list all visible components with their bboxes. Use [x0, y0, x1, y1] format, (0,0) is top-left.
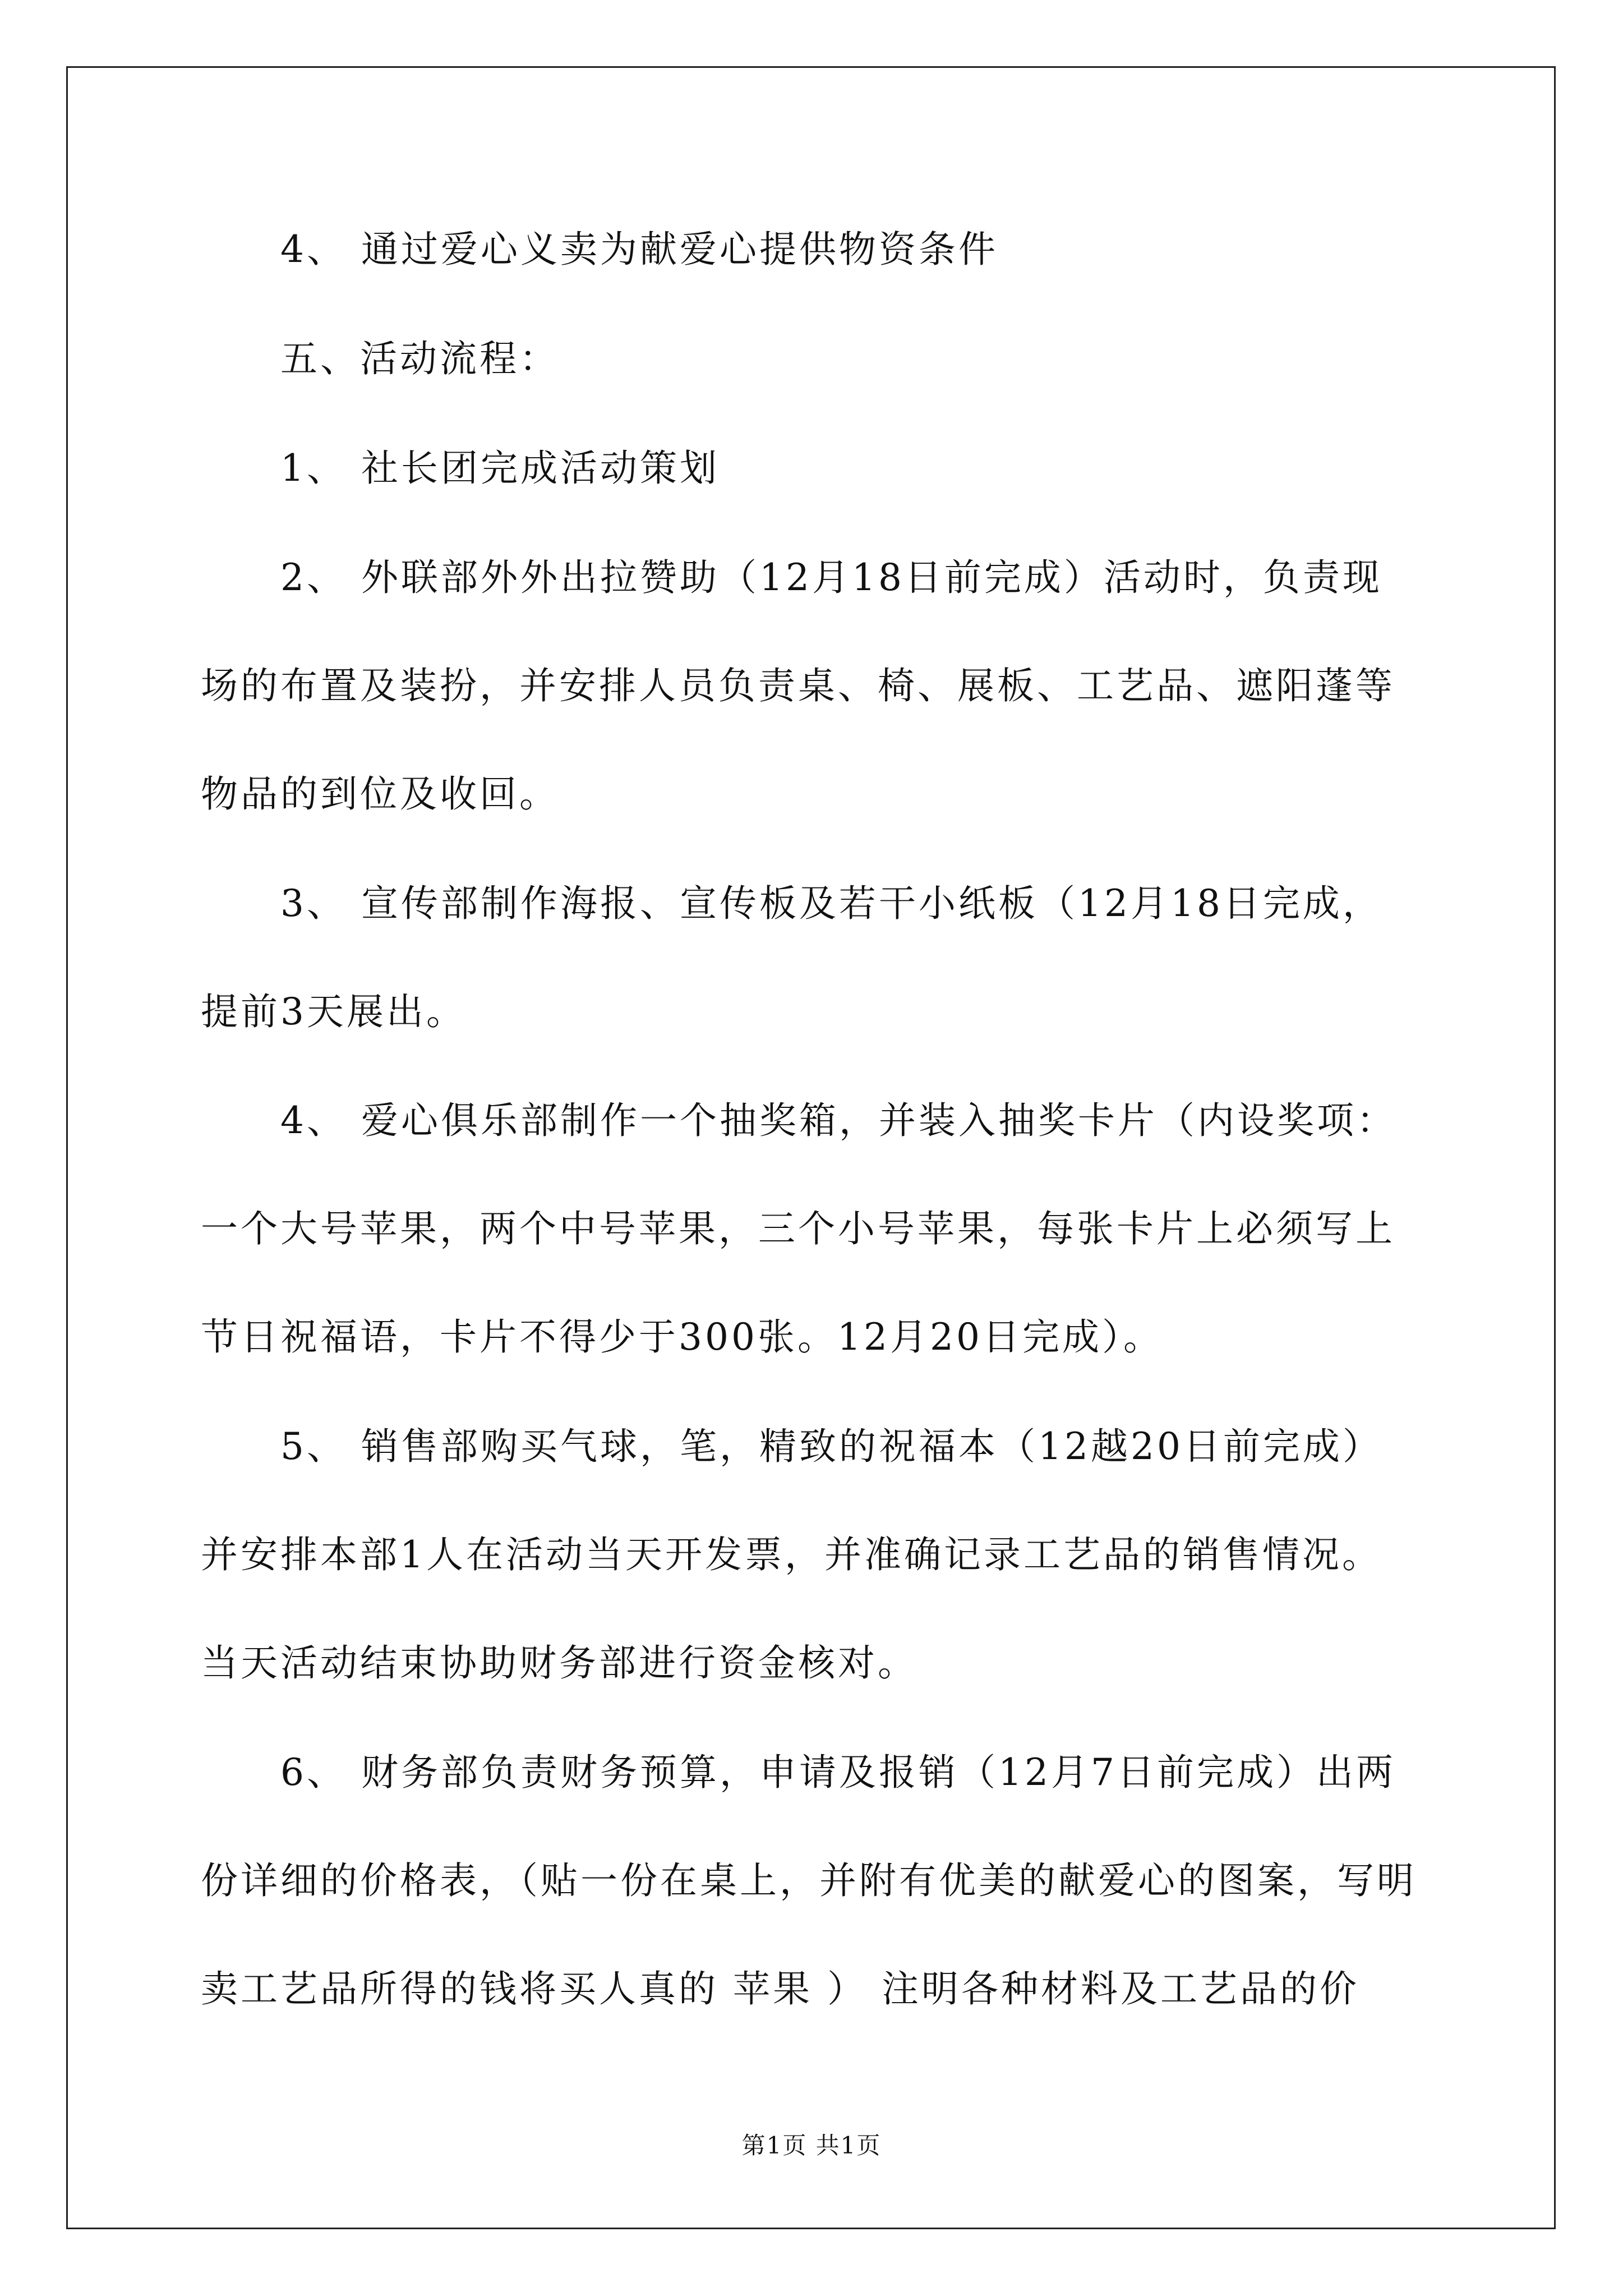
text-line-8: 提前3天展出。 [201, 990, 466, 1033]
text-line-15: 6、 财务部负责财务预算，申请及报销（12月7日前完成）出两 [280, 1751, 1396, 1794]
text-line-7: 3、 宣传部制作海报、宣传板及若干小纸板（12月18日完成， [280, 882, 1382, 925]
text-line-12: 5、 销售部购买气球，笔，精致的祝福本（12越20日前完成） [280, 1425, 1382, 1468]
text-line-16: 份详细的价格表，（贴一份在桌上，并附有优美的献爱心的图案，写明 [201, 1859, 1417, 1902]
text-line-13: 并安排本部1人在活动当天开发票，并准确记录工艺品的销售情况。 [201, 1533, 1382, 1576]
text-line-2: 五、活动流程： [280, 337, 559, 380]
text-line-6: 物品的到位及收回。 [201, 772, 559, 816]
text-line-14: 当天活动结束协助财务部进行资金核对。 [201, 1641, 917, 1685]
text-line-10: 一个大号苹果，两个中号苹果，三个小号苹果，每张卡片上必须写上 [201, 1207, 1395, 1250]
text-line-1: 4、 通过爱心义卖为献爱心提供物资条件 [280, 228, 998, 271]
text-line-17: 卖工艺品所得的钱将买人真的 苹果 ） 注明各种材料及工艺品的价 [201, 1967, 1359, 2010]
text-line-4: 2、 外联部外外出拉赞助（12月18日前完成）活动时，负责现 [280, 556, 1382, 599]
text-line-3: 1、 社长团完成活动策划 [280, 447, 720, 490]
page-border [66, 66, 1556, 2229]
text-line-11: 节日祝福语，卡片不得少于300张。12月20日完成）。 [201, 1315, 1163, 1359]
text-line-5: 场的布置及装扮，并安排人员负责桌、椅、展板、工艺品、遮阳蓬等 [201, 664, 1395, 707]
text-line-9: 4、 爱心俱乐部制作一个抽奖箱，并装入抽奖卡片（内设奖项： [280, 1099, 1396, 1142]
page-footer: 第1页 共1页 [741, 2132, 882, 2159]
